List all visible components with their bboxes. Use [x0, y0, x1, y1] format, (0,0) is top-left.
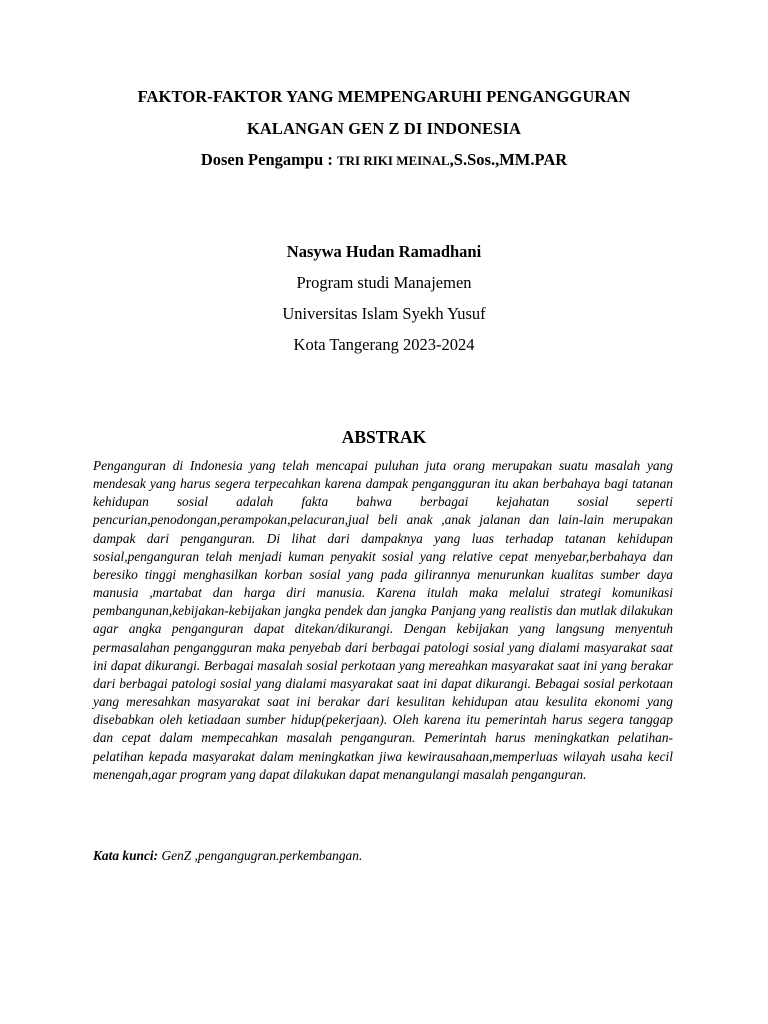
title-line-2: KALANGAN GEN Z DI INDONESIA	[246, 119, 522, 138]
keywords-label: Kata kunci:	[93, 848, 159, 863]
keywords-value: GenZ ,pengangugran.perkembangan.	[158, 848, 363, 863]
lecturer-degree: ,S.Sos.,MM.PAR	[449, 150, 568, 169]
lecturer-name: TRI RIKI MEINAL	[336, 153, 450, 168]
abstract-body: Penganguran di Indonesia yang telah mencapai puluhan juta orang merupakan suatu masalah yang mendesak yang harus segera terpecahkan karena dampak pengangguran itu akan berbahaya bagi tatanan kehidupan sosial adalah fakta bahwa berbagai kejahatan sosial seperti pencurian,penodongan,perampokan,pelacuran,jual beli anak ,anak jalanan dan lain-lain merupakan dampak dari penganguran. Di lihat dari dampaknya yang luas terhadap tatanan kehidupan sosial,penganguran telah menjadi kuman penyakit sosial yang relative cepat menyebar,berbahaya dan beresiko tinggi menghasilkan korban sosial yang pada gilirannya menurunkan kualitas sumber daya manusia ,martabat dan harga diri manusia. Karena itulah maka melalui strategi komunikasi pembangunan,kebijakan-kebijakan jangka pendek dan jangka Panjang yang realistis dan mutlak dilakukan agar angka penganguran dapat ditekan/dikurangi. Dengan kebijakan yang langsung menyentuh permasalahan pengangguran maka penyebab dari berbagai patologi sosial yang dialami masyarakat saat ini dapat dikurangi. Berbagai masalah sosial perkotaan yang mereahkan masyarakat saat ini yang berakar dari berbagai patologi sosial yang dialami masyarakat saat ini dapat dikurangi. Bebagai sosial perkotaan yang meresahkan masyarakat saat ini berakar dari kesulitan kehidupan atau kesulita ekonomi yang disebabkan oleh ketiadaan sumber hidup(pekerjaan). Oleh karena itu pemerintah harus segera tanggap dan cepat dalam mempecahkan masalah penganguran. Pemerintah harus meningkatkan pelatihan-pelatihan kepada masyarakat dalam meningkatkan jiwa kewirausahaan,memperluas wilayah usaha kecil menengah,agar program yang dapat dilakukan dapat menangulangi masalah penganguran.	[93, 458, 673, 782]
keywords-line	[93, 847, 673, 865]
author-university: Universitas Islam Syekh Yusuf	[282, 304, 486, 323]
author-name: Nasywa Hudan Ramadhani	[286, 242, 482, 261]
author-program: Program studi Manajemen	[296, 273, 472, 292]
title-line-1: FAKTOR-FAKTOR YANG MEMPENGARUHI PENGANGGURAN	[137, 87, 631, 106]
abstract-heading: ABSTRAK	[341, 427, 427, 447]
lecturer-line	[0, 150, 768, 170]
author-city-year: Kota Tangerang 2023-2024	[293, 335, 475, 354]
lecturer-label: Dosen Pengampu :	[200, 150, 333, 169]
